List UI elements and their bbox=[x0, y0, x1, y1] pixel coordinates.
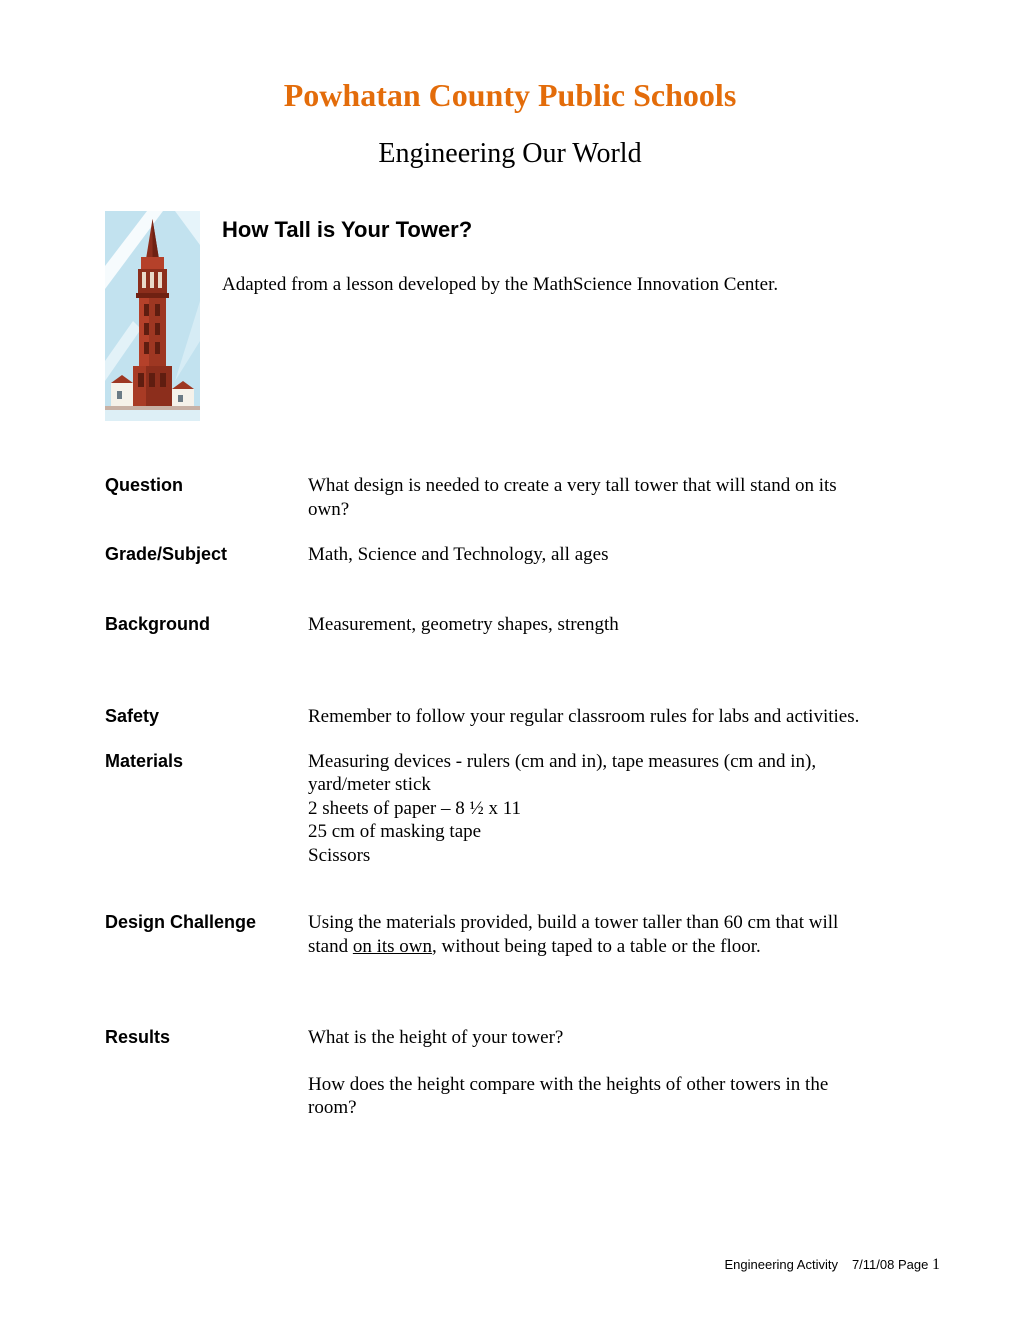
design-challenge-text-before: Using the materials provided, build a tower taller than 60 cm that will stand bbox=[308, 912, 839, 957]
results-text bbox=[308, 1026, 876, 1120]
results-question-2: How does the height compare with the heights of other towers in the room? bbox=[308, 1073, 829, 1118]
footer-page-label: Page bbox=[898, 1257, 929, 1272]
section-row-safety bbox=[105, 705, 895, 729]
section-row-materials bbox=[105, 750, 895, 868]
lesson-title: How Tall is Your Tower? bbox=[222, 217, 473, 242]
document-subtitle: Engineering Our World bbox=[378, 138, 642, 169]
lesson-header bbox=[105, 211, 1020, 421]
question-text: What design is needed to create a very tall tower that will stand on its own? bbox=[308, 475, 837, 520]
footer-date: 7/11/08 bbox=[851, 1257, 895, 1272]
design-challenge-label: Design Challenge bbox=[105, 912, 257, 932]
background-text: Measurement, geometry shapes, strength bbox=[308, 613, 619, 635]
design-challenge-underlined-phrase: on its own bbox=[352, 935, 433, 957]
materials-label: Materials bbox=[105, 750, 184, 771]
tower-illustration-image bbox=[105, 211, 200, 421]
grade-subject-label: Grade/Subject bbox=[105, 544, 228, 564]
footer-page-number: 1 bbox=[932, 1256, 940, 1273]
lesson-sections bbox=[105, 474, 895, 1120]
results-question-1: What is the height of your tower? bbox=[308, 1027, 564, 1048]
materials-line-1: Measuring devices - rulers (cm and in), tape measures (cm and in), yard/meter stick bbox=[308, 750, 817, 795]
results-label: Results bbox=[105, 1027, 171, 1047]
lesson-header-text bbox=[222, 211, 778, 421]
design-challenge-text bbox=[308, 911, 876, 958]
background-label: Background bbox=[105, 613, 211, 634]
design-challenge-text-after: , without being taped to a table or the floor. bbox=[432, 935, 761, 957]
section-row-grade-subject bbox=[105, 543, 895, 567]
question-label: Question bbox=[105, 475, 184, 495]
section-row-results bbox=[105, 1026, 895, 1120]
lesson-attribution: Adapted from a lesson developed by the MathScience Innovation Center. bbox=[222, 274, 779, 295]
page-footer bbox=[725, 1256, 941, 1274]
section-row-background bbox=[105, 613, 895, 637]
section-row-question bbox=[105, 474, 895, 521]
grade-subject-text: Math, Science and Technology, all ages bbox=[308, 544, 609, 565]
materials-line-2: 2 sheets of paper – 8 ½ x 11 bbox=[308, 797, 521, 819]
materials-line-3: 25 cm of masking tape bbox=[308, 821, 482, 842]
safety-label: Safety bbox=[105, 706, 160, 726]
tower-clipart-svg bbox=[105, 211, 200, 421]
materials-line-4: Scissors bbox=[308, 844, 371, 866]
safety-text: Remember to follow your regular classroom rules for labs and activities. bbox=[308, 706, 860, 727]
section-row-design-challenge bbox=[105, 911, 895, 958]
footer-activity-label: Engineering Activity bbox=[724, 1257, 838, 1272]
document-title: Powhatan County Public Schools bbox=[283, 77, 737, 113]
materials-text bbox=[308, 750, 876, 868]
